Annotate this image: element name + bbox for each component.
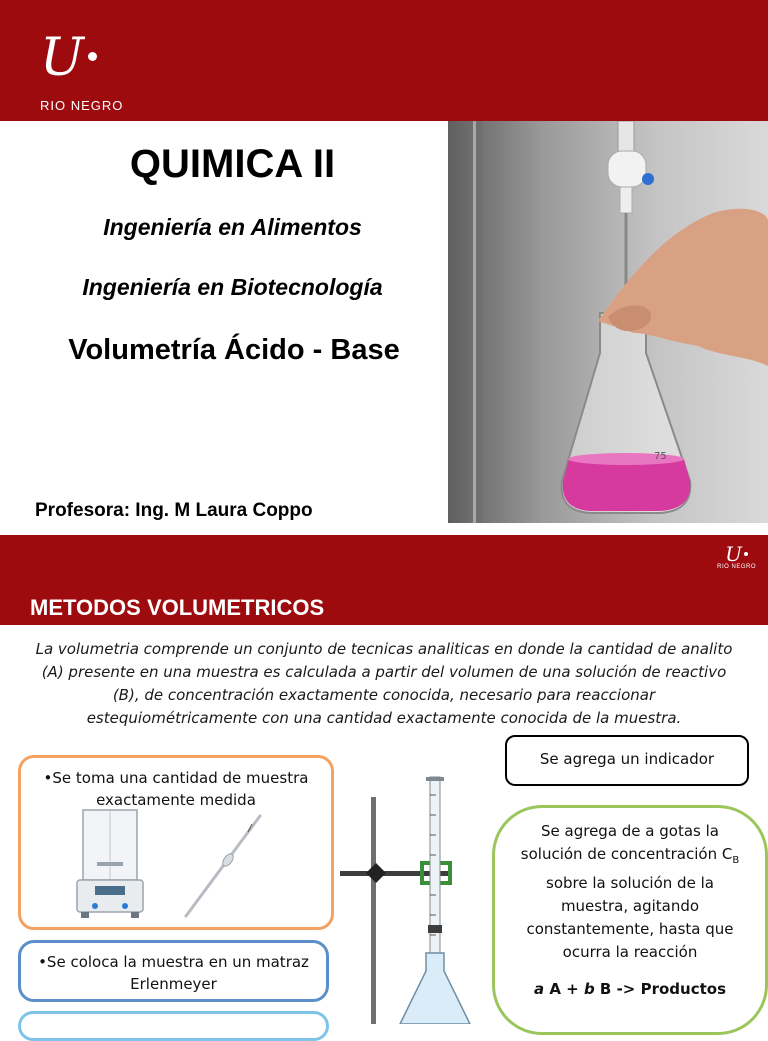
- analytical-balance-icon: [75, 808, 145, 920]
- small-logo-letter: U: [725, 542, 742, 566]
- titration-step-box: [492, 805, 768, 1035]
- degree-1: Ingeniería en Alimentos: [103, 214, 362, 240]
- eq-end: B -> Productos: [594, 980, 727, 998]
- intro-paragraph: La volumetria comprende un conjunto de tecnicas analiticas en donde la cantidad de analito (A) presente en una muestra es calculada a partir del volumen de una solución de reactivo (B), de concentración exactamente conocida, necesario para reaccionar estequiométricamente con una cantidad exactamente conocida de la muestra.: [35, 640, 733, 727]
- titration-subscript: B: [732, 855, 740, 866]
- burette-stand-icon: [338, 775, 488, 1024]
- section-heading: METODOS VOLUMETRICOS: [30, 595, 325, 620]
- logo-dot-icon: [88, 52, 97, 61]
- university-logo: [40, 28, 97, 88]
- flask-mark: 75: [654, 451, 667, 462]
- step-erlenmeyer-box: [18, 940, 329, 1002]
- titration-step-text: [495, 820, 765, 964]
- coef-a: a: [533, 980, 545, 998]
- step-erlenmeyer-text: •Se coloca la muestra en un matraz Erlenmeyer: [38, 953, 309, 993]
- course-title: QUIMICA II: [129, 142, 336, 186]
- logo-text: RIO NEGRO: [40, 98, 124, 113]
- volumetric-pipette-icon: [178, 812, 268, 922]
- reaction-equation: [495, 980, 765, 998]
- topic-title: Volumetría Ácido - Base: [68, 334, 400, 366]
- step-measure-sample-box: [18, 755, 334, 930]
- titration-text-part1: Se agrega de a gotas la solución de concentración C: [520, 822, 733, 863]
- next-step-box: [18, 1011, 329, 1041]
- coef-b: b: [583, 980, 595, 998]
- titration-photo: [448, 121, 768, 523]
- titration-text-part2: sobre la solución de la muestra, agitando constantemente, hasta que ocurra la reacción: [526, 874, 734, 961]
- small-university-logo: [717, 544, 756, 570]
- degree-2: Ingeniería en Biotecnología: [82, 274, 383, 300]
- small-logo-text: RIO NEGRO: [717, 564, 756, 570]
- eq-middle: A +: [544, 980, 584, 998]
- small-logo-dot-icon: [744, 552, 748, 556]
- step-measure-sample-text: •Se toma una cantidad de muestra exactamente medida: [43, 769, 309, 809]
- logo-letter: U: [40, 28, 82, 88]
- indicator-step-box: [505, 735, 749, 786]
- professor-name: Profesora: Ing. M Laura Coppo: [35, 500, 313, 521]
- indicator-step-text: Se agrega un indicador: [539, 750, 715, 768]
